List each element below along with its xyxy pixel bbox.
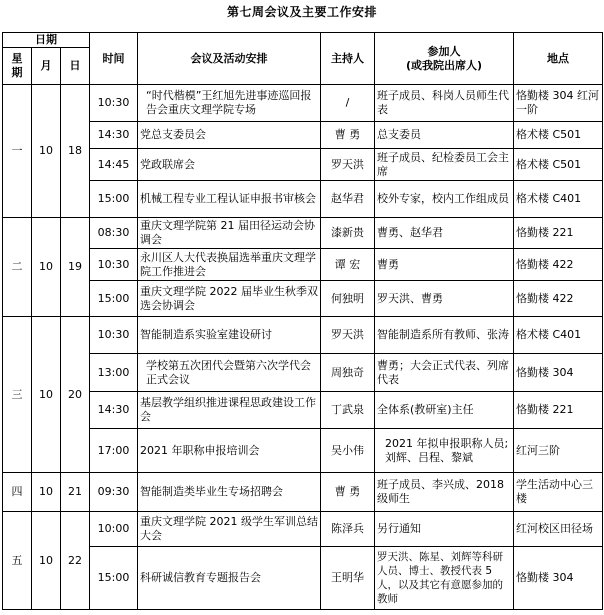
meeting-cell: “时代楷模”王红旭先进事迹巡回报告会重庆文理学院专场 [138,85,321,122]
weekday-cell: 二 [3,218,32,317]
host-cell: 赵华君 [321,181,375,218]
location-cell: 学生活动中心三楼 [514,473,603,512]
location-cell: 恪勤楼 304 [514,354,603,392]
month-cell: 10 [32,218,61,317]
time-cell: 13:00 [90,354,138,392]
schedule-table [2,32,603,610]
attendees-cell: 校外专家，校内工作组成员 [375,181,514,218]
time-cell: 15:00 [90,281,138,317]
host-cell: 王明华 [321,547,375,610]
location-cell: 恪勤楼 304 [514,547,603,610]
table-row [3,473,603,512]
attendees-cell: 罗天洪、曹勇 [375,281,514,317]
table-row [3,249,603,281]
location-cell: 格术楼 C501 [514,149,603,181]
table-row [3,122,603,149]
weekday-cell: 一 [3,85,32,218]
host-cell: 吴小伟 [321,429,375,473]
attendees-cell: 2021 年拟申报职称人员;刘辉、吕程、黎斌 [375,429,514,473]
time-cell: 14:30 [90,122,138,149]
table-row [3,429,603,473]
host-cell: / [321,85,375,122]
day-header: 日 [61,48,90,85]
weekday-cell: 三 [3,317,32,473]
meeting-cell: 科研诚信教育专题报告会 [138,547,321,610]
time-cell: 15:00 [90,181,138,218]
table-row [3,354,603,392]
date-header: 日期 [3,33,90,48]
host-cell: 陈泽兵 [321,512,375,547]
weekday-header: 星期 [3,48,32,85]
time-cell: 09:30 [90,473,138,512]
host-cell: 罗天洪 [321,149,375,181]
meeting-cell: 重庆文理学院 2022 届毕业生秋季双选会协调会 [138,281,321,317]
time-cell: 08:30 [90,218,138,249]
host-cell: 丁武泉 [321,392,375,429]
meeting-cell: 智能制造类毕业生专场招聘会 [138,473,321,512]
attendees-cell: 全体系(教研室)主任 [375,392,514,429]
location-cell: 恪勤楼 221 [514,392,603,429]
meeting-cell: 机械工程专业工程认证申报书审核会 [138,181,321,218]
table-row [3,392,603,429]
host-cell: 漆新贵 [321,218,375,249]
time-cell: 10:30 [90,249,138,281]
host-cell: 曹 勇 [321,122,375,149]
table-row [3,512,603,547]
meeting-cell: 2021 年职称申报培训会 [138,429,321,473]
meeting-cell: 重庆文理学院第 21 届田径运动会协调会 [138,218,321,249]
month-cell: 10 [32,473,61,512]
attendees-cell: 曹勇 [375,249,514,281]
table-row [3,181,603,218]
location-cell: 恪勤楼 422 [514,281,603,317]
meeting-cell: 党总支委员会 [138,122,321,149]
attendees-cell: 班子成员、纪检委员工会主席 [375,149,514,181]
location-cell: 格术楼 C501 [514,122,603,149]
time-cell: 14:30 [90,392,138,429]
location-cell: 格术楼 C401 [514,181,603,218]
location-cell: 红河三阶 [514,429,603,473]
time-cell: 10:00 [90,512,138,547]
location-cell: 恪勤楼 304 红河一阶 [514,85,603,122]
host-cell: 何独明 [321,281,375,317]
table-row [3,547,603,610]
meeting-cell: 永川区人大代表换届选举重庆文理学院工作推进会 [138,249,321,281]
attendees-cell: 曹勇、赵华君 [375,218,514,249]
day-cell: 21 [61,473,90,512]
day-cell: 19 [61,218,90,317]
attendees-cell: 罗天洪、陈星、刘辉等科研人员、博士、教授代表 5 人，以及其它有意愿参加的教师 [375,547,514,610]
host-header: 主持人 [321,33,375,85]
attendees-cell: 总支委员 [375,122,514,149]
attendees-cell: 曹勇；大会正式代表、列席代表 [375,354,514,392]
host-cell: 谭 宏 [321,249,375,281]
attendees-cell: 班子成员、李兴成、2018 级师生 [375,473,514,512]
attendees-header [375,33,514,85]
month-cell: 10 [32,317,61,473]
time-cell: 17:00 [90,429,138,473]
table-row [3,218,603,249]
host-cell: 罗天洪 [321,317,375,354]
month-cell: 10 [32,85,61,218]
day-cell: 20 [61,317,90,473]
day-cell: 18 [61,85,90,218]
location-cell: 恪勤楼 422 [514,249,603,281]
meeting-cell: 重庆文理学院 2021 级学生军训总结大会 [138,512,321,547]
attendees-cell: 智能制造系所有教师、张涛 [375,317,514,354]
table-row [3,85,603,122]
time-cell: 10:30 [90,317,138,354]
location-cell: 格术楼 C401 [514,317,603,354]
table-row [3,317,603,354]
location-cell: 红河校区田径场 [514,512,603,547]
location-cell: 恪勤楼 221 [514,218,603,249]
weekday-cell: 五 [3,512,32,610]
table-row [3,149,603,181]
location-header: 地点 [514,33,603,85]
meeting-header: 会议及活动安排 [138,33,321,85]
meeting-cell: 智能制造系实验室建设研讨 [138,317,321,354]
page-title: 第七周会议及主要工作安排 [226,5,377,19]
attendees-header-line2: (或我院出席人) [405,58,483,72]
weekday-cell: 四 [3,473,32,512]
month-header: 月 [32,48,61,85]
time-cell: 14:45 [90,149,138,181]
meeting-cell: 基层教学组织推进课程思政建设工作会 [138,392,321,429]
meeting-cell: 学校第五次团代会暨第六次学代会正式会议 [138,354,321,392]
time-header: 时间 [90,33,138,85]
host-cell: 周独奇 [321,354,375,392]
day-cell: 22 [61,512,90,610]
time-cell: 10:30 [90,85,138,122]
attendees-cell: 班子成员、科岗人员师生代表 [375,85,514,122]
month-cell: 10 [32,512,61,610]
host-cell: 曹 勇 [321,473,375,512]
attendees-cell: 另行通知 [375,512,514,547]
table-row [3,281,603,317]
time-cell: 15:00 [90,547,138,610]
attendees-header-line1: 参加人 [427,44,461,58]
meeting-cell: 党政联席会 [138,149,321,181]
